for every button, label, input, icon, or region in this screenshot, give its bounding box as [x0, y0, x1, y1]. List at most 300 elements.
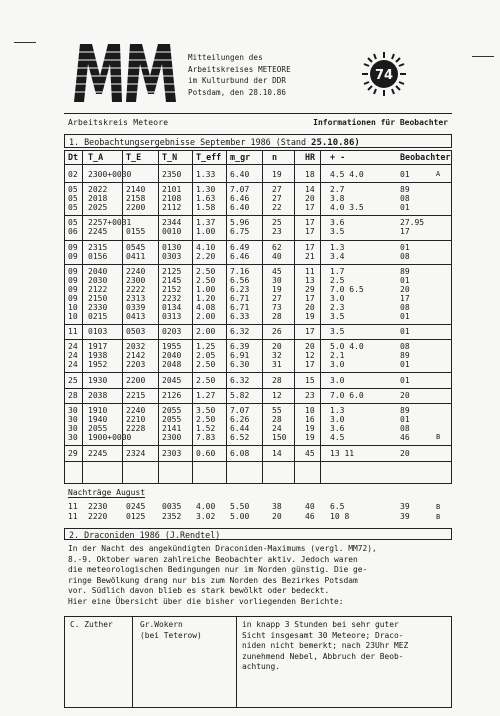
cell-ta: 2230	[88, 502, 108, 511]
cell-mgr: 6.39	[230, 342, 250, 351]
cell-mgr: 5.82	[230, 391, 250, 400]
row-divider	[64, 339, 452, 340]
cell-n: 27	[272, 194, 282, 203]
cell-te: 2240	[126, 406, 146, 415]
column-header-dt: Dt	[68, 152, 79, 162]
cell-teff: 2.05	[196, 351, 216, 360]
cell-ta: 1930	[88, 376, 108, 385]
section-title: Draconiden 1986 (J.Rendtel)	[84, 530, 221, 540]
cell-dt: 10	[68, 312, 78, 321]
cell-dt: 05	[68, 194, 78, 203]
cell-obs: 39	[400, 512, 410, 521]
cell-n: 26	[272, 327, 282, 336]
location-line: (bei Teterow)	[140, 630, 202, 640]
cell-te: 2200	[126, 376, 146, 385]
cell-n: 45	[272, 267, 282, 276]
cell-mag: 3.6	[330, 218, 345, 227]
cell-obs: 89	[400, 406, 410, 415]
cell-hr: 17	[305, 327, 315, 336]
row-divider	[64, 372, 452, 373]
cell-n: 22	[272, 203, 282, 212]
cell-ta: 2055	[88, 424, 108, 433]
cell-tn: 2350	[162, 170, 182, 179]
cell-n: 28	[272, 312, 282, 321]
cell-teff: 2.50	[196, 376, 216, 385]
cell-mag: 7.0 6.5	[330, 285, 364, 294]
cell-teff: 1.27	[196, 391, 216, 400]
cell-mgr: 6.33	[230, 312, 250, 321]
cell-tn: 2344	[162, 218, 182, 227]
cell-hr: 17	[305, 360, 315, 369]
cell-obs: 89	[400, 267, 410, 276]
column-header-hr: HR	[305, 152, 316, 162]
cell-obs: 20	[400, 285, 410, 294]
section-title: Beobachtungsergebnisse September 1986 (Stand	[84, 137, 306, 147]
cell-tn: 2300	[162, 433, 182, 442]
cell-hr: 20	[305, 194, 315, 203]
text-line: 8.-9. Oktober waren zahlreiche Beobachter aktiv. Jedoch waren	[68, 554, 358, 564]
cell-n: 27	[272, 294, 282, 303]
note-line: Sicht insgesamt 30 Meteore; Draco-	[242, 630, 404, 640]
cell-mag: 3.5	[330, 227, 345, 236]
cell-hr: 40	[305, 502, 315, 511]
cell-te: 0125	[126, 512, 146, 521]
table-row	[64, 449, 452, 459]
cell-teff: 4.00	[196, 502, 216, 511]
cell-mgr: 6.32	[230, 376, 250, 385]
cell-tn: 2055	[162, 415, 182, 424]
cell-dt: 09	[68, 276, 78, 285]
cell-mgr: 7.07	[230, 406, 250, 415]
cell-ta: 2150	[88, 294, 108, 303]
cell-tn: 2112	[162, 203, 182, 212]
cell-n: 55	[272, 406, 282, 415]
cell-dt: 02	[68, 170, 78, 179]
cell-ta: 2030	[88, 276, 108, 285]
row-divider	[64, 182, 452, 183]
punch-mark	[472, 56, 494, 57]
cell-mgr: 6.23	[230, 285, 250, 294]
cell-mgr: 6.46	[230, 194, 250, 203]
cell-tn: 2055	[162, 406, 182, 415]
cell-ta: 2040	[88, 267, 108, 276]
cell-obs: 01	[400, 415, 410, 424]
cell-mag: 5.0 4.0	[330, 342, 364, 351]
cell-tn: 0203	[162, 327, 182, 336]
cell-n: 27	[272, 185, 282, 194]
cell-teff: 2.50	[196, 276, 216, 285]
cell-teff: 2.50	[196, 267, 216, 276]
text-line: die meteorologischen Bedingungen nur im Norden günstig. Die ge-	[68, 565, 368, 575]
cell-mark: B	[436, 433, 441, 441]
cell-n: 32	[272, 351, 282, 360]
cell-obs: 08	[400, 194, 410, 203]
cell-hr: 19	[305, 424, 315, 433]
cell-mag: 2.1	[330, 351, 345, 360]
cell-mgr: 7.16	[230, 267, 250, 276]
column-divider	[236, 616, 237, 708]
cell-obs: 39	[400, 502, 410, 511]
cell-te: 2140	[126, 185, 146, 194]
cell-hr: 21	[305, 252, 315, 261]
cell-mag: 2.5	[330, 276, 345, 285]
cell-te: 2142	[126, 351, 146, 360]
cell-n: 19	[272, 285, 282, 294]
cell-ta: 1938	[88, 351, 108, 360]
location-line: Gr.Wokern	[140, 620, 183, 629]
cell-te: 2240	[126, 267, 146, 276]
cell-te: 0545	[126, 243, 146, 252]
column-divider	[132, 616, 133, 708]
cell-mag: 1.3	[330, 406, 345, 415]
cell-mag: 3.0	[330, 415, 345, 424]
header-line: Mitteilungen des	[188, 53, 263, 62]
cell-n: 20	[272, 342, 282, 351]
column-header-ta: T_A	[88, 152, 104, 162]
text-line: Hier eine Übersicht über die bisher vorliegenden Berichte:	[68, 596, 344, 606]
cell-teff: 1.33	[196, 170, 216, 179]
cell-ta: 1917	[88, 342, 108, 351]
cell-mark: A	[436, 170, 441, 178]
cell-te: 2324	[126, 449, 146, 458]
cell-dt: 24	[68, 342, 78, 351]
cell-mag: 3.6	[330, 424, 345, 433]
cell-n: 25	[272, 218, 282, 227]
cell-obs: 89	[400, 351, 410, 360]
observer-name: C. Zuther	[70, 620, 113, 629]
association-name: Arbeitskreis Meteore	[68, 118, 169, 127]
cell-dt: 09	[68, 285, 78, 294]
cell-obs: 01	[400, 276, 410, 285]
cell-mag: 3.0	[330, 360, 345, 369]
cell-ta: 2245	[88, 227, 108, 236]
table-row	[64, 312, 452, 322]
cell-dt: 30	[68, 433, 78, 442]
cell-obs: 20	[400, 391, 410, 400]
row-divider	[64, 264, 452, 265]
cell-obs: 08	[400, 303, 410, 312]
cell-hr: 20	[305, 342, 315, 351]
cell-mag: 3.5	[330, 327, 345, 336]
cell-tn: 2303	[162, 449, 182, 458]
report-location	[140, 620, 202, 641]
cell-ta: 2220	[88, 512, 108, 521]
cell-te: 2313	[126, 294, 146, 303]
cell-obs: 08	[400, 252, 410, 261]
table-row	[64, 227, 452, 237]
text-line: In der Nacht des angekündigten Draconiden-Maximums (vergl. MM72),	[68, 544, 377, 553]
cell-mgr: 6.46	[230, 252, 250, 261]
cell-ta: 0156	[88, 252, 108, 261]
cell-tn: 0313	[162, 312, 182, 321]
cell-tn: 2108	[162, 194, 182, 203]
cell-dt: 28	[68, 391, 78, 400]
cell-mgr: 7.07	[230, 185, 250, 194]
note-line: achtung.	[242, 662, 281, 672]
cell-tn: 0035	[162, 502, 182, 511]
cell-hr: 45	[305, 449, 315, 458]
mm-logo	[72, 40, 182, 104]
cell-mag: 3.0	[330, 294, 345, 303]
cell-te: 2158	[126, 194, 146, 203]
text-line: vor. Südlich davon blieb es stark bewölkt oder bedeckt.	[68, 586, 330, 596]
cell-hr: 13	[305, 276, 315, 285]
cell-dt: 09	[68, 252, 78, 261]
note-line: in knapp 3 Stunden bei sehr guter	[242, 620, 399, 629]
cell-mag: 7.0 6.0	[330, 391, 364, 400]
cell-ta: 0103	[88, 327, 108, 336]
cell-ta: 1940	[88, 415, 108, 424]
note-line: zunehmend Nebel, Abbruch der Beob-	[242, 651, 404, 661]
issue-seal-icon	[360, 50, 408, 98]
column-header-tn: T_N	[162, 152, 178, 162]
cell-ta: 2022	[88, 185, 108, 194]
column-header-obs: Beobachter	[400, 152, 451, 162]
cell-mgr: 6.49	[230, 243, 250, 252]
association-line	[68, 118, 448, 127]
cell-dt: 30	[68, 415, 78, 424]
cell-teff: 2.20	[196, 252, 216, 261]
cell-hr: 17	[305, 218, 315, 227]
cell-dt: 09	[68, 294, 78, 303]
cell-hr: 20	[305, 303, 315, 312]
cell-mag: 2.3	[330, 303, 345, 312]
cell-te: 2203	[126, 360, 146, 369]
cell-mag: 4.0 3.5	[330, 203, 364, 212]
cell-te: 0411	[126, 252, 146, 261]
cell-obs: 01	[400, 360, 410, 369]
cell-hr: 17	[305, 294, 315, 303]
row-divider	[64, 215, 452, 216]
row-divider	[64, 403, 452, 404]
column-header-mag: + -	[330, 152, 346, 162]
cell-te: 2210	[126, 415, 146, 424]
cell-ta: 2038	[88, 391, 108, 400]
cell-dt: 09	[68, 243, 78, 252]
cell-obs: 17	[400, 294, 410, 303]
cell-n: 73	[272, 303, 282, 312]
column-header-teff: T_eff	[196, 152, 222, 162]
cell-n: 31	[272, 360, 282, 369]
nachtraege-title: Nachträge August	[68, 488, 146, 497]
cell-n: 19	[272, 170, 282, 179]
cell-n: 12	[272, 391, 282, 400]
cell-mgr: 5.96	[230, 218, 250, 227]
cell-teff: 1.58	[196, 203, 216, 212]
cell-obs: 27.95	[400, 218, 425, 227]
draconid-text	[68, 544, 452, 608]
cell-ta: 1910	[88, 406, 108, 415]
cell-hr: 16	[305, 415, 315, 424]
cell-ta: 2257+0031	[88, 218, 132, 227]
table-row	[64, 512, 452, 522]
cell-mgr: 6.56	[230, 276, 250, 285]
column-header-mgr: m_gr	[230, 152, 251, 162]
cell-hr: 23	[305, 391, 315, 400]
table-row	[64, 327, 452, 337]
cell-hr: 17	[305, 243, 315, 252]
table-row	[64, 502, 452, 512]
cell-te: 0245	[126, 502, 146, 511]
cell-mag: 1.3	[330, 243, 345, 252]
cell-teff: 2.50	[196, 360, 216, 369]
cell-teff: 1.00	[196, 227, 216, 236]
cell-mag: 3.8	[330, 194, 345, 203]
cell-teff: 1.37	[196, 218, 216, 227]
header-line: Arbeitskreises METEORE	[188, 64, 291, 74]
cell-dt: 06	[68, 227, 78, 236]
newsletter-header	[188, 52, 368, 98]
note-line: niden nicht bemerkt; nach 23Uhr MEZ	[242, 641, 409, 651]
header-line: Potsdam, den 28.10.86	[188, 87, 287, 97]
cell-mag: 3.5	[330, 312, 345, 321]
table-header	[64, 153, 452, 163]
cell-n: 28	[272, 376, 282, 385]
row-divider	[64, 461, 452, 462]
cell-te: 2200	[126, 203, 146, 212]
cell-n: 30	[272, 276, 282, 285]
table-row	[64, 360, 452, 370]
column-header-n: n	[272, 152, 278, 162]
cell-hr: 46	[305, 512, 315, 521]
cell-ta: 2018	[88, 194, 108, 203]
cell-dt: 30	[68, 424, 78, 433]
cell-te: 2228	[126, 424, 146, 433]
cell-obs: 46	[400, 433, 410, 442]
cell-teff: 1.20	[196, 294, 216, 303]
cell-obs: 01	[400, 243, 410, 252]
cell-obs: 01	[400, 170, 410, 179]
table-row	[64, 433, 452, 443]
row-divider	[64, 240, 452, 241]
cell-te: 0503	[126, 327, 146, 336]
section-1-title	[64, 134, 452, 148]
cell-teff: 1.52	[196, 424, 216, 433]
table-row	[64, 203, 452, 213]
cell-hr: 11	[305, 267, 315, 276]
cell-te: 0413	[126, 312, 146, 321]
cell-te: 0339	[126, 303, 146, 312]
cell-mag: 2.7	[330, 185, 345, 194]
cell-mgr: 6.32	[230, 327, 250, 336]
cell-mark: B	[436, 513, 441, 521]
cell-tn: 0134	[162, 303, 182, 312]
cell-n: 23	[272, 227, 282, 236]
cell-hr: 15	[305, 376, 315, 385]
cell-dt: 05	[68, 203, 78, 212]
cell-teff: 0.60	[196, 449, 216, 458]
cell-mag: 10 8	[330, 512, 350, 521]
cell-ta: 0215	[88, 312, 108, 321]
cell-te: 2300	[126, 276, 146, 285]
text-line: ringe Bewölkung drang nur bis zum Norden des Bezirkes Potsdam	[68, 575, 358, 585]
cell-hr: 19	[305, 312, 315, 321]
cell-tn: 0010	[162, 227, 182, 236]
cell-mgr: 5.50	[230, 502, 250, 511]
cell-obs: 89	[400, 185, 410, 194]
cell-hr: 17	[305, 203, 315, 212]
cell-obs: 01	[400, 327, 410, 336]
cell-mgr: 6.26	[230, 415, 250, 424]
cell-mag: 3.4	[330, 252, 345, 261]
punch-mark	[14, 42, 36, 43]
cell-obs: 20	[400, 449, 410, 458]
cell-obs: 17	[400, 227, 410, 236]
cell-obs: 01	[400, 376, 410, 385]
table-row	[64, 170, 452, 180]
cell-hr: 29	[305, 285, 315, 294]
cell-te: 2222	[126, 285, 146, 294]
cell-mag: 4.5	[330, 433, 345, 442]
cell-tn: 2101	[162, 185, 182, 194]
cell-obs: 08	[400, 424, 410, 433]
row-divider	[64, 164, 452, 165]
cell-tn: 1955	[162, 342, 182, 351]
cell-mgr: 6.08	[230, 449, 250, 458]
cell-dt: 24	[68, 351, 78, 360]
cell-mgr: 6.40	[230, 203, 250, 212]
cell-tn: 2145	[162, 276, 182, 285]
table-row	[64, 391, 452, 401]
cell-dt: 24	[68, 360, 78, 369]
report-observer	[70, 620, 113, 631]
cell-teff: 3.50	[196, 406, 216, 415]
cell-tn: 2352	[162, 512, 182, 521]
cell-mgr: 6.75	[230, 227, 250, 236]
cell-ta: 2122	[88, 285, 108, 294]
cell-mgr: 6.44	[230, 424, 250, 433]
cell-n: 150	[272, 433, 287, 442]
cell-te: 2032	[126, 342, 146, 351]
cell-tn: 2125	[162, 267, 182, 276]
cell-mag: 3.0	[330, 376, 345, 385]
cell-mgr: 6.71	[230, 303, 250, 312]
cell-tn: 2126	[162, 391, 182, 400]
cell-mgr: 6.30	[230, 360, 250, 369]
cell-dt: 05	[68, 185, 78, 194]
cell-te: 2215	[126, 391, 146, 400]
issue-number: 74	[374, 68, 394, 83]
cell-tn: 2040	[162, 351, 182, 360]
cell-n: 28	[272, 415, 282, 424]
cell-teff: 4.08	[196, 303, 216, 312]
cell-dt: 11	[68, 327, 78, 336]
table-row	[64, 252, 452, 262]
cell-tn: 2048	[162, 360, 182, 369]
row-divider	[64, 388, 452, 389]
cell-ta: 1900+0000	[88, 433, 132, 442]
cell-mark: B	[436, 503, 441, 511]
cell-dt: 05	[68, 218, 78, 227]
cell-n: 24	[272, 424, 282, 433]
cell-dt: 09	[68, 267, 78, 276]
cell-n: 62	[272, 243, 282, 252]
cell-dt: 25	[68, 376, 78, 385]
cell-obs: 01	[400, 312, 410, 321]
cell-teff: 4.10	[196, 243, 216, 252]
cell-teff: 2.00	[196, 312, 216, 321]
cell-n: 40	[272, 252, 282, 261]
cell-mgr: 6.52	[230, 433, 250, 442]
column-header-te: T_E	[126, 152, 142, 162]
cell-tn: 0303	[162, 252, 182, 261]
cell-dt: 10	[68, 303, 78, 312]
cell-mag: 13 11	[330, 449, 355, 458]
cell-teff: 7.83	[196, 433, 216, 442]
cell-mag: 6.5	[330, 502, 345, 511]
cell-mgr: 6.91	[230, 351, 250, 360]
cell-mag: 1.7	[330, 267, 345, 276]
